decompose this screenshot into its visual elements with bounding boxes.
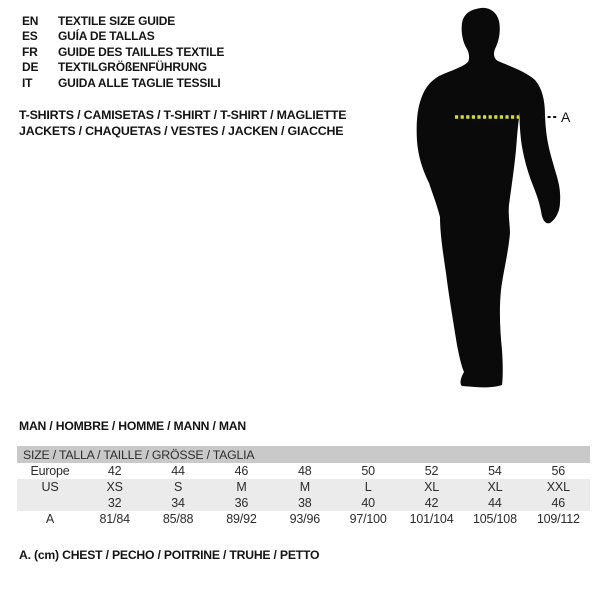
size-cell: 109/112 — [536, 512, 580, 526]
size-cell: 36 — [234, 496, 249, 510]
language-row — [22, 14, 224, 29]
size-cell: XS — [106, 480, 123, 494]
size-table-wrap — [17, 446, 590, 527]
size-cell: 56 — [551, 464, 566, 478]
size-cell: XXL — [546, 480, 570, 494]
size-cell: 89/92 — [226, 512, 257, 526]
size-cell: 42 — [424, 496, 439, 510]
size-cell: 52 — [424, 464, 439, 478]
language-code: DE — [22, 60, 39, 75]
language-row — [22, 60, 224, 75]
language-label: GUIDE DES TAILLES TEXTILE — [58, 44, 225, 59]
size-cell: 105/108 — [473, 512, 517, 526]
size-cell: 40 — [361, 496, 375, 510]
size-cell: 44 — [171, 464, 185, 478]
size-cell: XL — [487, 480, 503, 494]
size-cell: 46 — [234, 464, 249, 478]
language-label: GUIDA ALLE TAGLIE TESSILI — [58, 75, 221, 90]
size-cell: 93/96 — [289, 512, 320, 526]
language-row — [22, 76, 224, 91]
language-label: TEXTILE SIZE GUIDE — [58, 14, 176, 28]
row-label: A — [45, 512, 55, 526]
garment-categories — [19, 108, 346, 139]
size-cell: M — [236, 480, 247, 494]
size-cell: 44 — [488, 496, 502, 510]
language-legend — [22, 14, 224, 91]
language-code: IT — [22, 75, 33, 90]
size-cell: 34 — [171, 496, 185, 510]
man-silhouette-svg — [395, 5, 573, 393]
size-row-chest-cm — [17, 511, 590, 527]
category-jackets: JACKETS / CHAQUETAS / VESTES / JACKEN / GIACCHE — [19, 123, 344, 138]
size-cell: XL — [424, 480, 439, 494]
chest-measure-label: A — [561, 109, 571, 125]
size-cell: M — [299, 480, 310, 494]
size-row-us — [17, 479, 590, 495]
row-label: US — [41, 480, 59, 494]
language-code: EN — [22, 14, 39, 28]
man-silhouette-figure — [395, 5, 573, 393]
language-label: GUÍA DE TALLAS — [58, 29, 155, 44]
row-label: Europe — [30, 464, 70, 478]
measurement-footnote: A. (cm) CHEST / PECHO / POITRINE / TRUHE / PETTO — [19, 548, 320, 562]
size-row-numeric — [17, 495, 590, 511]
size-cell: 42 — [107, 464, 122, 478]
size-cell: 54 — [488, 464, 502, 478]
language-row — [22, 45, 224, 60]
size-cell: 50 — [361, 464, 375, 478]
size-row-europe — [17, 463, 590, 479]
language-row — [22, 29, 224, 44]
size-cell: 46 — [551, 496, 566, 510]
size-cell: 38 — [298, 496, 312, 510]
size-cell: L — [364, 480, 372, 494]
language-code: FR — [22, 44, 38, 59]
section-title-man: MAN / HOMBRE / HOMME / MANN / MAN — [19, 419, 246, 433]
category-tshirts: T-SHIRTS / CAMISETAS / T-SHIRT / T-SHIRT / MAGLIETTE — [19, 108, 347, 122]
row-label — [17, 495, 83, 511]
size-table-header-row — [17, 446, 590, 463]
language-code: ES — [22, 29, 38, 44]
size-cell: 97/100 — [349, 512, 387, 526]
size-cell: S — [173, 480, 183, 494]
size-cell: 85/88 — [162, 512, 194, 526]
language-label: TEXTILGRÖßENFÜHRUNG — [58, 60, 207, 75]
size-table — [17, 446, 590, 527]
size-cell: 32 — [107, 496, 122, 510]
man-silhouette — [417, 8, 561, 388]
size-cell: 101/104 — [409, 512, 454, 526]
size-table-header: SIZE / TALLA / TAILLE / GRÖSSE / TAGLIA — [17, 446, 590, 463]
size-cell: 81/84 — [99, 512, 130, 526]
size-cell: 48 — [298, 464, 312, 478]
